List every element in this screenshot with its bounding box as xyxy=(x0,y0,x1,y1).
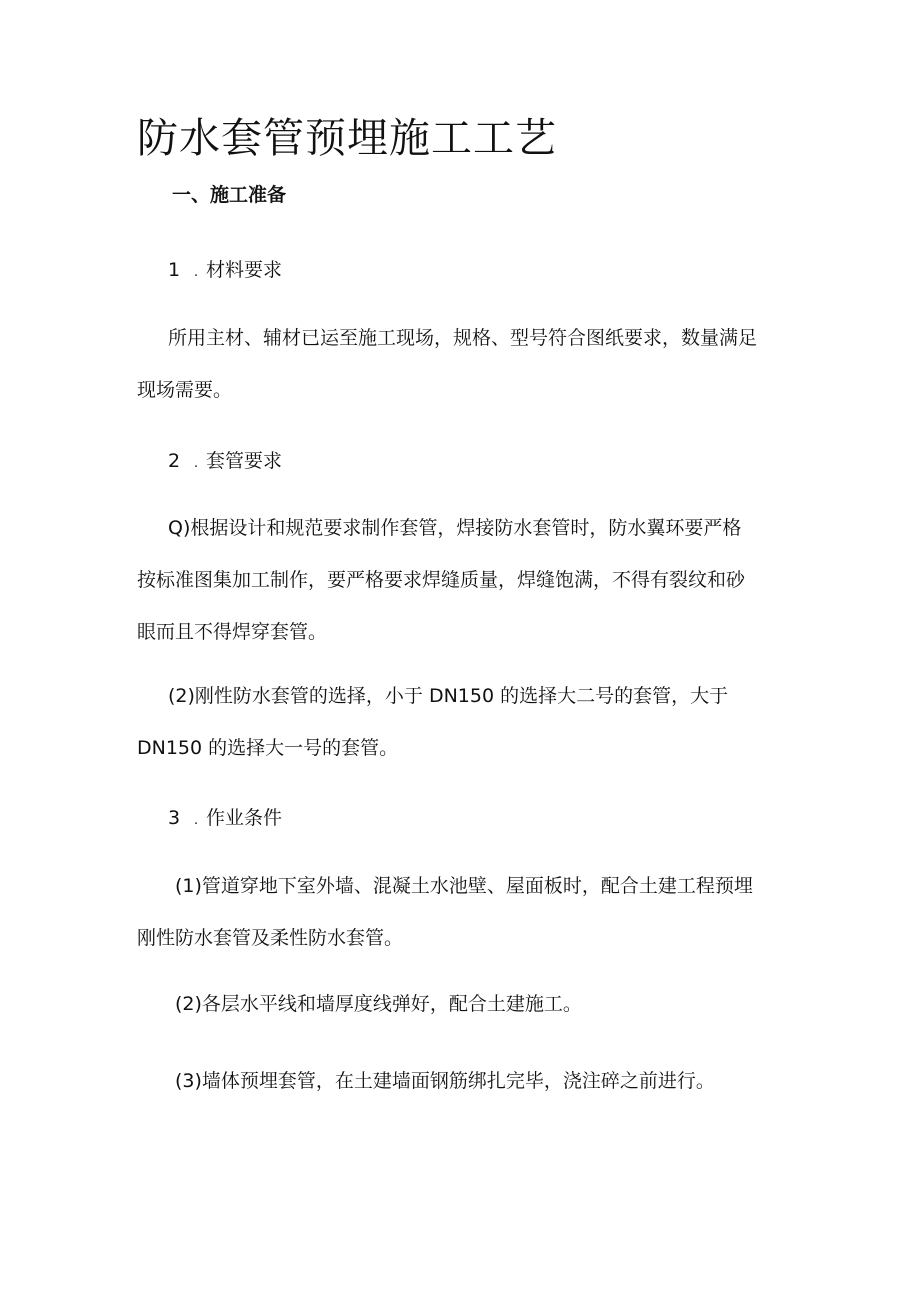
subheading-work-conditions xyxy=(168,803,282,836)
subheading-material-requirements xyxy=(168,255,282,288)
paragraph-line: (3)墙体预埋套管，在土建墙面钢筋绑扎完毕，浇注碎之前进行。 xyxy=(175,1070,715,1092)
paragraph-condition-2 xyxy=(137,978,789,1030)
subheading-sleeve-requirements xyxy=(168,446,282,479)
paragraph-line: (1)管道穿地下室外墙、混凝土水池壁、屋面板时，配合土建工程预埋 xyxy=(175,875,753,897)
section-heading-preparation: 一、施工准备 xyxy=(172,184,287,206)
paragraph-line: DN150 的选择大一号的套管。 xyxy=(137,737,399,759)
paragraph-line: (2)各层水平线和墙厚度线弹好，配合土建施工。 xyxy=(175,993,582,1015)
subheading-number: 1 xyxy=(168,259,181,281)
paragraph-rigid-sleeve-selection xyxy=(137,670,789,774)
subheading-label: 材料要求 xyxy=(206,259,283,281)
paragraph-materials xyxy=(137,312,789,416)
paragraph-line: (2)刚性防水套管的选择，小于 DN150 的选择大二号的套管，大于 xyxy=(168,685,729,707)
subheading-label: 套管要求 xyxy=(206,450,283,472)
paragraph-line: 按标准图集加工制作，要严格要求焊缝质量，焊缝饱满，不得有裂纹和砂 xyxy=(137,569,746,591)
paragraph-line: 所用主材、辅材已运至施工现场，规格、型号符合图纸要求，数量满足 xyxy=(168,327,758,349)
subheading-dot: . xyxy=(194,456,199,471)
paragraph-condition-3 xyxy=(137,1055,789,1107)
paragraph-condition-1 xyxy=(137,860,789,964)
paragraph-sleeve-fabrication xyxy=(137,502,789,658)
paragraph-line: 现场需要。 xyxy=(137,379,233,401)
subheading-dot: . xyxy=(194,813,199,828)
document-title: 防水套管预埋施工工艺 xyxy=(137,114,557,162)
subheading-number: 2 xyxy=(168,450,181,472)
subheading-dot: . xyxy=(194,265,199,280)
paragraph-line: Q)根据设计和规范要求制作套管，焊接防水套管时，防水翼环要严格 xyxy=(168,517,742,539)
subheading-number: 3 xyxy=(168,807,181,829)
subheading-label: 作业条件 xyxy=(206,807,283,829)
paragraph-line: 眼而且不得焊穿套管。 xyxy=(137,621,328,643)
paragraph-line: 刚性防水套管及柔性防水套管。 xyxy=(137,927,404,949)
